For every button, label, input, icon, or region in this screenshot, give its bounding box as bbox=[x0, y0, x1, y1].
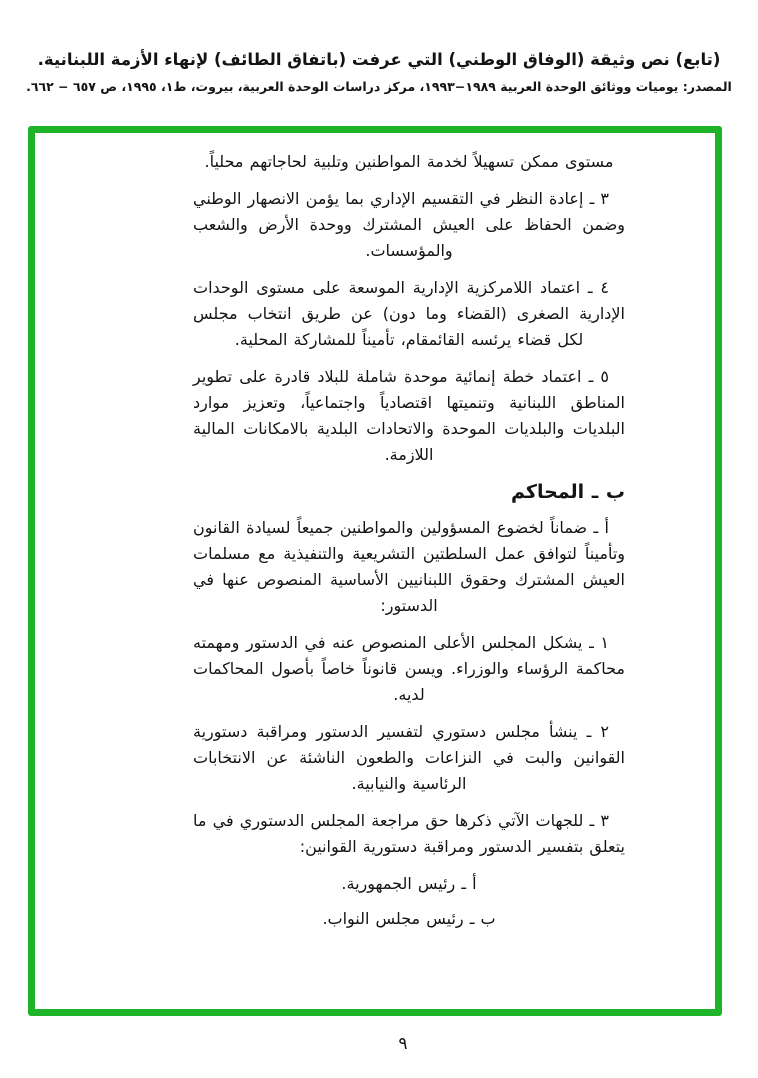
paragraph: مستوى ممكن تسهيلاً لخدمة المواطنين وتلبية لحاجاتهم محلياً. bbox=[204, 152, 614, 171]
list-item: ب ـ رئيس مجلس النواب. bbox=[322, 909, 496, 928]
paragraph: ١ ـ يشكل المجلس الأعلى المنصوص عنه في الدستور ومهمته محاكمة الرؤساء والوزراء. ويسن قانوناً خاصاً بأصول المحاكمات لديه. bbox=[193, 633, 625, 704]
document-text bbox=[193, 149, 625, 941]
document-frame bbox=[28, 126, 722, 1016]
paragraph: ٥ ـ اعتماد خطة إنمائية موحدة شاملة للبلاد قادرة على تطوير المناطق اللبنانية وتنميتها اقتصادياً واجتماعياً، وتعزيز موارد البلديات والبلديات الموحدة والاتحادات البلدية بالامكانات المالية اللازمة. bbox=[193, 367, 625, 464]
source-citation: المصدر: يوميات ووثائق الوحدة العربية ١٩٨٩−١٩٩٣، مركز دراسات الوحدة العربية، بيروت، ط١، ١٩٩٥، ص ٦٥٧ − ٦٦٢. bbox=[26, 79, 732, 95]
section-heading: ب ـ المحاكم bbox=[511, 481, 625, 503]
paragraph: ٣ ـ للجهات الآتي ذكرها حق مراجعة المجلس الدستوري في ما يتعلق بتفسير الدستور ومراقبة دستورية القوانين: bbox=[193, 811, 625, 856]
paragraph: ٣ ـ إعادة النظر في التقسيم الإداري بما يؤمن الانصهار الوطني وضمن الحفاظ على العيش المشترك ووحدة الأرض والشعب والمؤسسات. bbox=[193, 189, 625, 260]
list-item: أ ـ رئيس الجمهورية. bbox=[341, 874, 477, 893]
paragraph: أ ـ ضماناً لخضوع المسؤولين والمواطنين جميعاً لسيادة القانون وتأميناً لتوافق عمل السلطتين التشريعية والتنفيذية مع مسلمات العيش المشترك وحقوق اللبنانيين الأساسية المنصوص عنها في الدستور: bbox=[193, 518, 625, 615]
document-title: (تابع) نص وثيقة (الوفاق الوطني) التي عرفت (باتفاق الطائف) لإنهاء الأزمة اللبنانية. bbox=[37, 50, 721, 69]
paragraph: ٢ ـ ينشأ مجلس دستوري لتفسير الدستور ومراقبة دستورية القوانين والبت في النزاعات والطعون الناشئة عن الانتخابات الرئاسية والنيابية. bbox=[193, 722, 625, 793]
paragraph: ٤ ـ اعتماد اللامركزية الإدارية الموسعة على مستوى الوحدات الإدارية الصغرى (القضاء وما دون) عن طريق انتخاب مجلس لكل قضاء يرئسه القائمقام، تأميناً للمشاركة المحلية. bbox=[193, 278, 625, 349]
page-number: ٩ bbox=[398, 1034, 408, 1054]
page-header bbox=[0, 48, 758, 95]
